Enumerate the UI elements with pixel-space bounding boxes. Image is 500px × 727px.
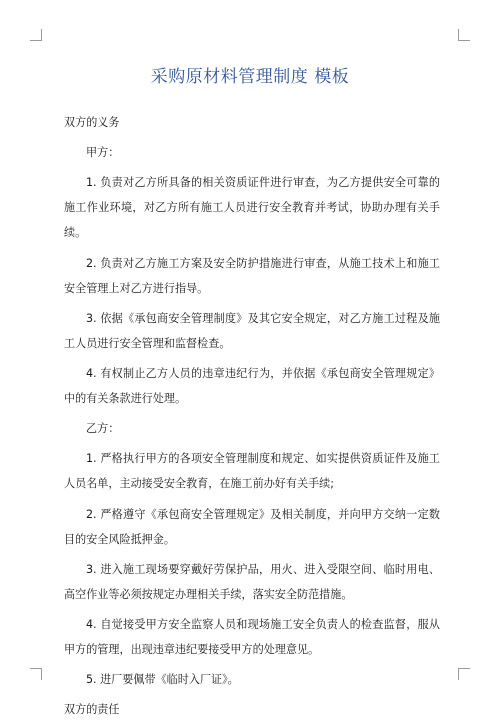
crop-mark-bottom-right xyxy=(458,668,470,680)
paragraph-party-a-label: 甲方： xyxy=(86,146,120,160)
paragraph-party-a-item-2: 2. 负责对乙方施工方案及安全防护措施进行审查，从施工技术上和施工安全管理上对乙方进行指导。 xyxy=(64,256,440,295)
crop-mark-bottom-left xyxy=(30,668,42,680)
paragraph-party-b-label: 乙方： xyxy=(86,422,120,436)
paragraph-party-b-item-3: 3. 进入施工现场要穿戴好劳保护品，用火、进入受限空间、临时用电、高空作业等必须按规定办理相关手续，落实安全防范措施。 xyxy=(64,562,440,601)
paragraph-party-a-item-3: 3. 依据《承包商安全管理制度》及其它安全规定，对乙方施工过程及施工人员进行安全管理和监督检查。 xyxy=(64,311,440,350)
paragraph-party-b-item-5: 5. 进厂要佩带《临时入厂证》。 xyxy=(86,673,239,687)
document-title: 采购原材料管理制度 模板 xyxy=(150,67,350,87)
paragraph-party-b-item-4: 4. 自觉接受甲方安全监察人员和现场施工安全负责人的检查监督，服从甲方的管理，出现违章违纪要接受甲方的处理意见。 xyxy=(64,617,440,656)
paragraph-responsibilities-heading: 双方的责任 xyxy=(64,703,120,717)
paragraph-party-b-item-1: 1. 严格执行甲方的各项安全管理制度和规定、如实提供资质证件及施工人员名单，主动接受安全教育，在施工前办好有关手续; xyxy=(64,452,440,491)
paragraph-party-b-item-2: 2. 严格遵守《承包商安全管理规定》及相关制度，并向甲方交纳一定数目的安全风险抵押金。 xyxy=(64,507,440,546)
crop-mark-top-left xyxy=(30,29,42,41)
document-body xyxy=(64,110,440,727)
paragraph-party-a-item-4: 4. 有权制止乙方人员的违章违纪行为，并依据《承包商安全管理规定》中的有关条款进行处理。 xyxy=(64,366,440,405)
paragraph-obligations-heading: 双方的义务 xyxy=(64,116,120,129)
crop-mark-top-right xyxy=(458,29,470,41)
paragraph-party-a-item-1: 1. 负责对乙方所具备的相关资质证件进行审查，为乙方提供安全可靠的施工作业环境，对乙方所有施工人员进行安全教育并考试，协助办理有关手续。 xyxy=(64,176,440,240)
